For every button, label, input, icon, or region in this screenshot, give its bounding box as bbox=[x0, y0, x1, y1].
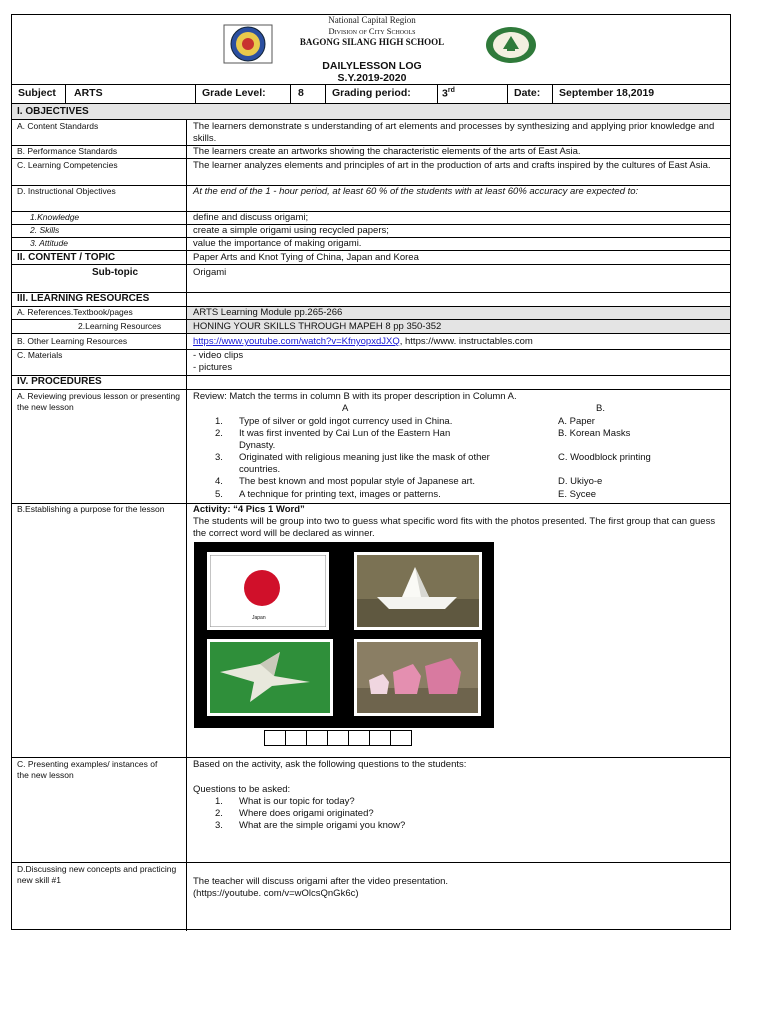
school-name: BAGONG SILANG HIGH SCHOOL bbox=[299, 37, 445, 47]
review-item-number: 2. bbox=[215, 428, 223, 439]
answer-box[interactable] bbox=[327, 730, 349, 746]
date-label: Date: bbox=[514, 87, 541, 99]
instructional-objectives-text: At the end of the 1 - hour period, at least 60 % of the students with at least 60% accuracy are expected to: bbox=[193, 186, 639, 197]
subject-label: Subject bbox=[18, 87, 56, 99]
review-item-answer: A. Paper bbox=[558, 416, 595, 427]
skills-text: create a simple origami using recycled papers; bbox=[193, 225, 389, 236]
knowledge-label: 1.Knowledge bbox=[30, 212, 80, 222]
question-number: 3. bbox=[215, 820, 223, 831]
learning-competencies-text: The learner analyzes elements and principles of art in the production of arts and crafts inspired by the cultures of East Asia. bbox=[193, 160, 711, 171]
subtopic-text: Origami bbox=[193, 267, 227, 278]
review-item-answer: B. Korean Masks bbox=[558, 428, 631, 439]
column-a-label: A bbox=[342, 403, 349, 414]
learning-competencies-label: C. Learning Competencies bbox=[17, 160, 118, 170]
review-intro: Review: Match the terms in column B with its proper description in Column A. bbox=[193, 391, 517, 402]
review-item-text: A technique for printing text, images or patterns. bbox=[239, 489, 441, 500]
flag-caption: Japan bbox=[252, 615, 266, 621]
material-pictures: - pictures bbox=[193, 362, 233, 373]
answer-box[interactable] bbox=[348, 730, 370, 746]
review-item-number: 1. bbox=[215, 416, 223, 427]
origami-elephants-photo bbox=[354, 639, 481, 716]
learning-resources-heading: III. LEARNING RESOURCES bbox=[17, 293, 150, 304]
attitude-label: 3. Attitude bbox=[30, 238, 68, 248]
attitude-text: value the importance of making origami. bbox=[193, 238, 362, 249]
subject-value: ARTS bbox=[74, 87, 103, 99]
instructables-text: , https://www. instructables.com bbox=[399, 336, 533, 347]
objectives-heading: I. OBJECTIVES bbox=[17, 106, 89, 117]
answer-boxes[interactable] bbox=[264, 730, 424, 746]
knowledge-text: define and discuss origami; bbox=[193, 212, 309, 223]
date-value: September 18,2019 bbox=[559, 87, 655, 99]
references-text: ARTS Learning Module pp.265-266 bbox=[193, 307, 343, 318]
discussing-concepts-text: The teacher will discuss origami after the video presentation. bbox=[193, 876, 449, 887]
answer-box[interactable] bbox=[369, 730, 391, 746]
other-resources-line bbox=[193, 336, 533, 348]
learning-resources-label: 2.Learning Resources bbox=[78, 321, 162, 331]
answer-box[interactable] bbox=[285, 730, 307, 746]
activity-title: Activity: “4 Pics 1 Word” bbox=[193, 504, 305, 515]
deped-seal bbox=[223, 24, 273, 64]
references-label: A. References.Textbook/pages bbox=[17, 307, 133, 317]
youtube-link[interactable]: https://www.youtube.com/watch?v=KfnyopxdJXQ bbox=[193, 336, 400, 347]
question-number: 1. bbox=[215, 796, 223, 807]
review-item-answer: C. Woodblock printing bbox=[558, 452, 651, 463]
review-item-text: It was first invented by Cai Lun of the Eastern Han Dynasty. bbox=[239, 428, 451, 451]
materials-label: C. Materials bbox=[17, 350, 63, 360]
instructional-objectives-label: D. Instructional Objectives bbox=[17, 186, 116, 196]
review-item-number: 3. bbox=[215, 452, 223, 463]
origami-dove-photo bbox=[207, 639, 333, 716]
lesson-log-page bbox=[11, 14, 731, 930]
content-standards-text: The learners demonstrate s understanding of art elements and processes by synthesizing and applying prior knowledge and skills. bbox=[193, 121, 715, 144]
school-year: S.Y.2019-2020 bbox=[337, 72, 407, 84]
grade-level-label: Grade Level: bbox=[202, 87, 266, 99]
subtopic-label: Sub-topic bbox=[92, 267, 139, 278]
material-video-clips: - video clips bbox=[193, 350, 244, 361]
activity-description: The students will be group into two to guess what specific word fits with the photos presented. The first group that can guess the correct word will be declared as winner. bbox=[193, 516, 716, 539]
review-item-number: 5. bbox=[215, 489, 223, 500]
performance-standards-label: B. Performance Standards bbox=[17, 146, 118, 156]
paper-boat-photo bbox=[354, 552, 482, 630]
question-text: What are the simple origami you know? bbox=[239, 820, 406, 831]
questions-intro: Questions to be asked: bbox=[193, 784, 291, 795]
division-name: Division of City Schools bbox=[328, 26, 416, 36]
presenting-examples-label: C. Presenting examples/ instances of the new lesson bbox=[17, 759, 158, 780]
grading-period-label: Grading period: bbox=[332, 87, 411, 99]
question-text: What is our topic for today? bbox=[239, 796, 355, 807]
four-pics-panel bbox=[194, 542, 494, 728]
topic-text: Paper Arts and Knot Tying of China, Japan and Korea bbox=[193, 252, 419, 263]
review-item-text: Type of silver or gold ingot currency used in China. bbox=[239, 416, 453, 427]
content-topic-heading: II. CONTENT / TOPIC bbox=[17, 252, 116, 263]
performance-standards-text: The learners create an artworks showing the characteristic elements of the arts of East Asia. bbox=[193, 146, 581, 157]
header-text bbox=[272, 15, 472, 48]
discussing-concepts-label: D.Discussing new concepts and practicing new skill #1 bbox=[17, 864, 177, 885]
answer-box[interactable] bbox=[390, 730, 412, 746]
review-item-answer: E. Sycee bbox=[558, 489, 597, 500]
other-resources-label: B. Other Learning Resources bbox=[17, 336, 128, 346]
learning-resources-text: HONING YOUR SKILLS THROUGH MAPEH 8 pp 350-352 bbox=[193, 321, 442, 332]
document-title-block bbox=[272, 60, 472, 84]
japan-flag-photo bbox=[207, 552, 329, 630]
review-items bbox=[193, 416, 723, 502]
establishing-purpose-label: B.Establishing a purpose for the lesson bbox=[17, 504, 165, 514]
grade-level-value: 8 bbox=[298, 87, 304, 99]
document-title: DAILYLESSON LOG bbox=[322, 60, 422, 72]
region-name: National Capital Region bbox=[328, 15, 416, 25]
skills-label: 2. Skills bbox=[30, 225, 60, 235]
objectives-header-bar bbox=[12, 104, 730, 119]
column-b-label: B. bbox=[596, 403, 605, 414]
content-standards-label: A. Content Standards bbox=[17, 121, 99, 131]
reviewing-lesson-label: A. Reviewing previous lesson or presenting the new lesson bbox=[17, 391, 181, 412]
procedures-heading: IV. PROCEDURES bbox=[17, 376, 102, 387]
grading-period-value: 3rd bbox=[442, 87, 455, 100]
video-link-text: (https://youtube. com/v=wOlcsQnGk6c) bbox=[193, 888, 359, 899]
school-logo bbox=[485, 25, 537, 65]
answer-box[interactable] bbox=[264, 730, 286, 746]
question-number: 2. bbox=[215, 808, 223, 819]
review-item-number: 4. bbox=[215, 476, 223, 487]
answer-box[interactable] bbox=[306, 730, 328, 746]
presenting-examples-text: Based on the activity, ask the following questions to the students: bbox=[193, 759, 467, 770]
review-item-text: The best known and most popular style of Japanese art. bbox=[239, 476, 476, 487]
review-item-answer: D. Ukiyo-e bbox=[558, 476, 603, 487]
review-item-text: Originated with religious meaning just like the mask of other countries. bbox=[239, 452, 490, 475]
question-text: Where does origami originated? bbox=[239, 808, 374, 819]
